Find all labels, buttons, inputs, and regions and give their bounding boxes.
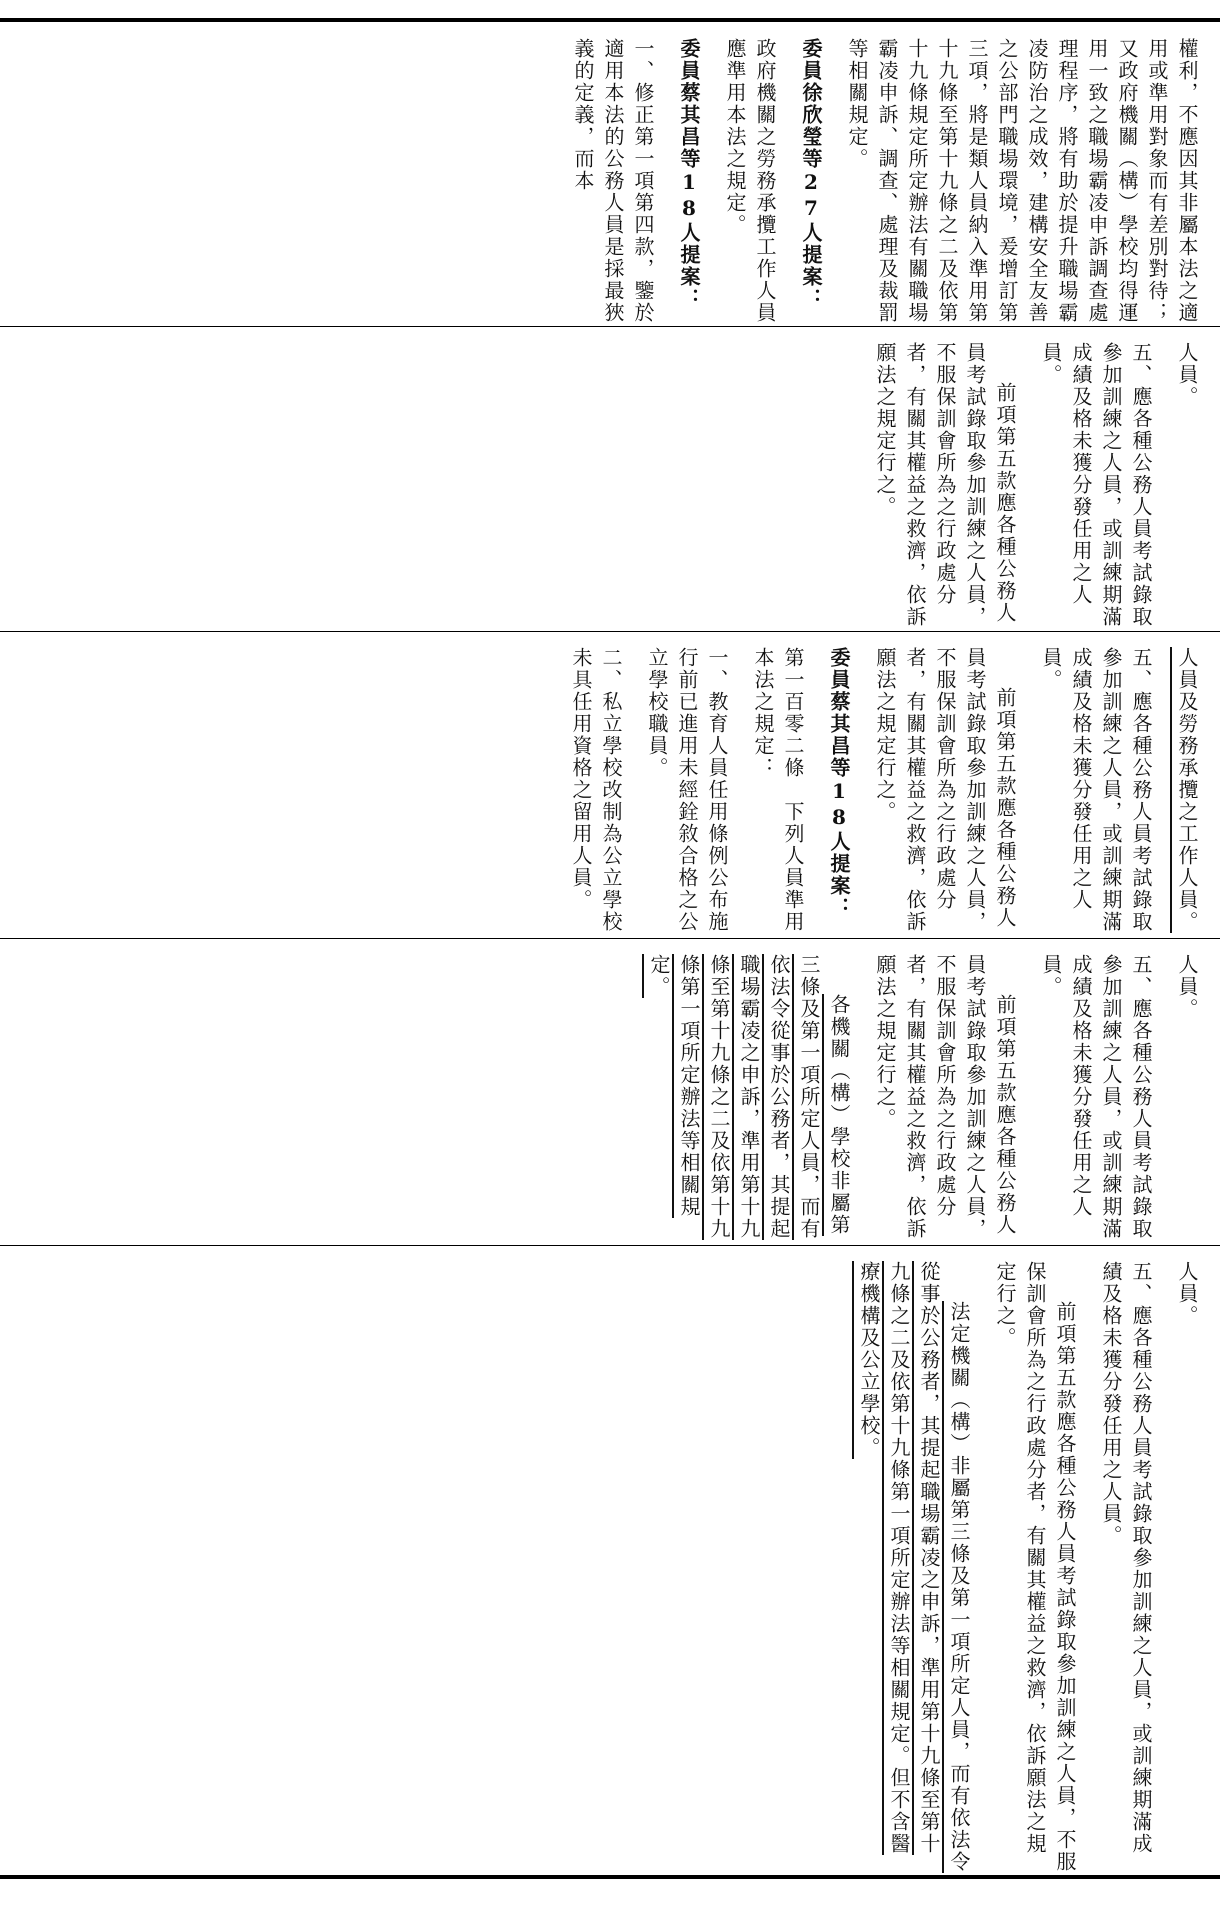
paragraph: 人員。 <box>1175 1261 1199 1327</box>
paragraph: 前項第五款應各種公務人員考試錄取參加訓練之人員，不服保訓會所為之行政處分者，有關其權益之救濟，依訴願法之規定行之。 <box>873 647 1017 933</box>
panel-proposal-executive <box>0 1247 1220 1873</box>
paragraph: 五、應各種公務人員考試錄取參加訓練之人員，或訓練期滿成績及格未獲分發任用之人員。 <box>1039 342 1153 628</box>
panel-column <box>0 633 1220 933</box>
panel-column <box>0 1247 1220 1873</box>
paragraph: 五、應各種公務人員考試錄取參加訓練之人員，或訓練期滿成績及格未獲分發任用之人員。 <box>1099 1261 1153 1855</box>
paragraph: 人員及勞務承攬之工作人員。 <box>1175 647 1199 933</box>
panel-proposal-committee <box>0 940 1220 1240</box>
panel-separator <box>0 326 1220 327</box>
panel-column <box>0 940 1220 1240</box>
paragraph: 人員。 <box>1175 954 1199 1020</box>
paragraph: 各機關（構）學校非屬第三條及第一項所定人員，而有依法令從事於公務者，其提起職場霸凌之申訴，準用第十九條至第十九條之二及依第十九條第一項所定辦法等相關規定。 <box>647 954 851 1240</box>
top-border-rule <box>0 18 1220 22</box>
paragraph: 二、私立學校改制為公立學校未具任用資格之留用人員。 <box>569 647 623 933</box>
paragraph: 五、應各種公務人員考試錄取參加訓練之人員，或訓練期滿成績及格未獲分發任用之人員。 <box>1039 647 1153 933</box>
panel-separator <box>0 1245 1220 1246</box>
paragraph: 前項第五款應各種公務人員考試錄取參加訓練之人員，不服保訓會所為之行政處分者，有關其權益之救濟，依訴願法之規定行之。 <box>873 954 1017 1240</box>
paragraph: 法定機關（構）非屬第三條及第一項所定人員，而有依法令從事於公務者，其提起職場霸凌之申訴，準用第十九條至第十九條之二及依第十九條第一項所定辦法等相關規定。但不含醫療機構及公立學校。 <box>857 1261 971 1873</box>
paragraph: 一、教育人員任用條例公布施行前已進用未經銓敘合格之公立學校職員。 <box>645 647 729 933</box>
panel-current-law <box>0 328 1220 628</box>
paragraph: 權利，不應因其非屬本法之適用或準用對象而有差別對待；又政府機關（構）學校均得運用一致之職場霸凌申訴調查處理程序，將有助於提升職場霸凌防治之成效，建構安全友善之公部門職場環境，爰增訂第三項，將是類人員納入準用第十九條至第十九條之二及依第十九條規定所定辦法有關職場霸凌申訴、調查、處理及裁罰等相關規定。 <box>845 38 1199 324</box>
paragraph: 前項第五款應各種公務人員考試錄取參加訓練之人員，不服保訓會所為之行政處分者，有關其權益之救濟，依訴願法之規定行之。 <box>873 342 1017 628</box>
proposer-heading: 委員蔡其昌等18人提案： <box>677 38 701 310</box>
panel-proposal-xu <box>0 633 1220 933</box>
article-title: 第一百零二條 下列人員準用本法之規定： <box>751 647 805 933</box>
bottom-border-rule <box>0 1875 1220 1879</box>
panel-column <box>0 24 1220 324</box>
proposer-heading: 委員徐欣瑩等27人提案： <box>799 38 823 310</box>
panel-separator <box>0 631 1220 632</box>
paragraph: 一、修正第一項第四款，鑒於適用本法的公務人員是採最狹義的定義，而本 <box>571 38 655 324</box>
proposer-heading: 委員蔡其昌等18人提案： <box>827 647 851 919</box>
panel-separator <box>0 938 1220 939</box>
panel-explanation <box>0 24 1220 324</box>
panel-column <box>0 328 1220 628</box>
paragraph: 政府機關之勞務承攬工作人員應準用本法之規定。 <box>723 38 777 324</box>
paragraph: 前項第五款應各種公務人員考試錄取參加訓練之人員，不服保訓會所為之行政處分者，有關其權益之救濟，依訴願法之規定行之。 <box>993 1261 1077 1873</box>
paragraph: 五、應各種公務人員考試錄取參加訓練之人員，或訓練期滿成績及格未獲分發任用之人員。 <box>1039 954 1153 1240</box>
paragraph: 人員。 <box>1175 342 1199 408</box>
